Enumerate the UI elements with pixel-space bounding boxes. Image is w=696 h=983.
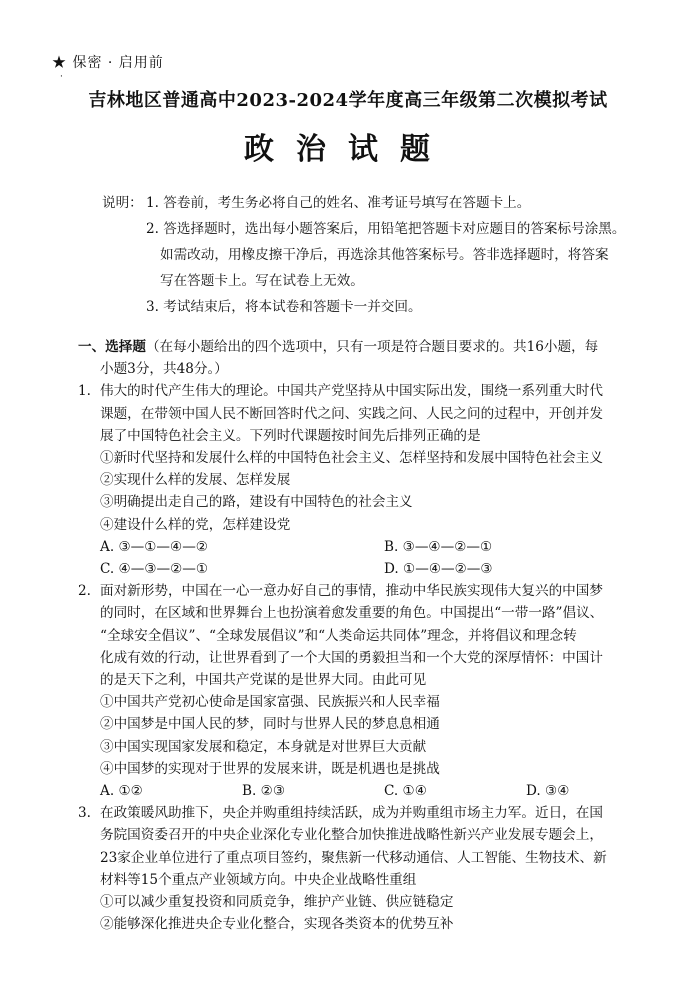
option-c: C. ④—③—②—① — [100, 561, 209, 578]
section-desc: （在每小题给出的四个选项中，只有一项是符合题目要求的。共16小题，每 — [145, 339, 599, 355]
option-b: B. ③—④—②—① — [384, 538, 493, 555]
question-1 — [78, 380, 634, 580]
option-d: D. ①—④—②—③ — [384, 561, 493, 578]
instruction-item: 1. 答卷前，考生务必将自己的姓名、准考证号填写在答题卡上。 — [146, 195, 531, 211]
statement-item: ②中国梦是中国人民的梦，同时与世界人民的梦息息相通 — [100, 716, 440, 733]
section-heading — [78, 336, 634, 358]
question-stem-line: 化成有效的行动，让世界看到了一个大国的勇毅担当和一个大党的深厚情怀：中国计 — [100, 649, 603, 666]
statement-item: ②实现什么样的发展、怎样发展 — [100, 472, 291, 489]
question-number: 1. — [78, 383, 91, 400]
instruction-item: 如需改动，用橡皮擦干净后，再选涂其他答案标号。答非选择题时，将答案 — [160, 247, 609, 263]
question-stem-line: 23家企业单位进行了重点项目签约，聚焦新一代移动通信、人工智能、生物技术、新 — [100, 849, 607, 866]
statement-item: ②能够深化推进央企专业化整合，实现各类资本的优势互补 — [100, 916, 454, 933]
answer-options — [78, 536, 634, 558]
section-desc-cont: 小题3分，共48分。） — [100, 361, 228, 378]
statement-item: ④中国梦的实现对于世界的发展来讲，既是机遇也是挑战 — [100, 760, 440, 777]
answer-options — [78, 558, 634, 580]
secrecy-label: ★ 保密 · 启用前 — [52, 55, 164, 71]
question-number: 2. — [78, 583, 91, 600]
question-stem-line: 的是天下之利，中国共产党谋的是世界大同。由此可见 — [100, 672, 427, 689]
option-a: A. ③—①—④—② — [100, 538, 208, 555]
question-stem-line: 在政策暖风助推下，央企并购重组持续活跃，成为并购重组市场主力军。近日，在国 — [100, 805, 603, 822]
question-2 — [78, 580, 634, 802]
option-b: B. ②③ — [242, 783, 286, 800]
question-stem-line: 展了中国特色社会主义。下列时代课题按时间先后排列正确的是 — [100, 427, 481, 444]
subject-title: 政治试题 — [244, 132, 452, 167]
instruction-lead: 说明： — [102, 195, 143, 211]
statement-item: ③中国实现国家发展和稳定，本身就是对世界巨大贡献 — [100, 738, 427, 755]
option-a: A. ①② — [100, 783, 143, 800]
instruction-item: 写在答题卡上。写在试卷上无效。 — [160, 273, 364, 289]
statement-item: ④建设什么样的党，怎样建设党 — [100, 516, 291, 533]
section-title: 一、选择题 — [78, 339, 146, 355]
statement-item: ①中国共产党初心使命是国家富强、民族振兴和人民幸福 — [100, 694, 440, 711]
answer-options — [78, 780, 634, 802]
question-stem-line: 的同时，在区域和世界舞台上也扮演着愈发重要的角色。中国提出“一带一路”倡议、 — [100, 605, 604, 622]
instruction-item: 3. 考试结束后，将本试卷和答题卡一并交回。 — [146, 299, 422, 315]
statement-item: ①可以减少重复投资和同质竞争，维护产业链、供应链稳定 — [100, 894, 454, 911]
option-d: D. ③④ — [526, 783, 570, 800]
instruction-row — [102, 190, 622, 216]
question-stem-line: 务院国资委召开的中央企业深化专业化整合加快推进战略性新兴产业发展专题会上， — [100, 827, 603, 844]
question-stem-line: “全球安全倡议”、“全球发展倡议”和“人类命运共同体”理念，并将倡议和理念转 — [100, 627, 577, 644]
statement-item: ③明确提出走自己的路，建设有中国特色的社会主义 — [100, 494, 413, 511]
question-3 — [78, 802, 634, 935]
instruction-item: 2. 答选择题时，选出每小题答案后，用铅笔把答题卡对应题目的答案标号涂黑。 — [146, 221, 626, 237]
question-stem-line: 伟大的时代产生伟大的理论。中国共产党坚持从中国实际出发，围绕一系列重大时代 — [100, 383, 603, 400]
exam-title: 吉林地区普通高中2023-2024学年度高三年级第二次模拟考试 — [88, 90, 608, 111]
option-c: C. ①④ — [384, 783, 427, 800]
questions-area — [78, 336, 634, 935]
instructions — [102, 190, 626, 320]
margin-dot: · — [60, 72, 63, 82]
question-number: 3. — [78, 805, 91, 822]
question-stem-line: 面对新形势，中国在一心一意办好自己的事情，推动中华民族实现伟大复兴的中国梦 — [100, 583, 603, 600]
question-stem-line: 材料等15个重点产业领域方向。中央企业战略性重组 — [100, 871, 417, 888]
question-stem-line: 课题，在带领中国人民不断回答时代之问、实践之问、人民之问的过程中，开创并发 — [100, 405, 603, 422]
statement-item: ①新时代坚持和发展什么样的中国特色社会主义、怎样坚持和发展中国特色社会主义 — [100, 450, 603, 467]
